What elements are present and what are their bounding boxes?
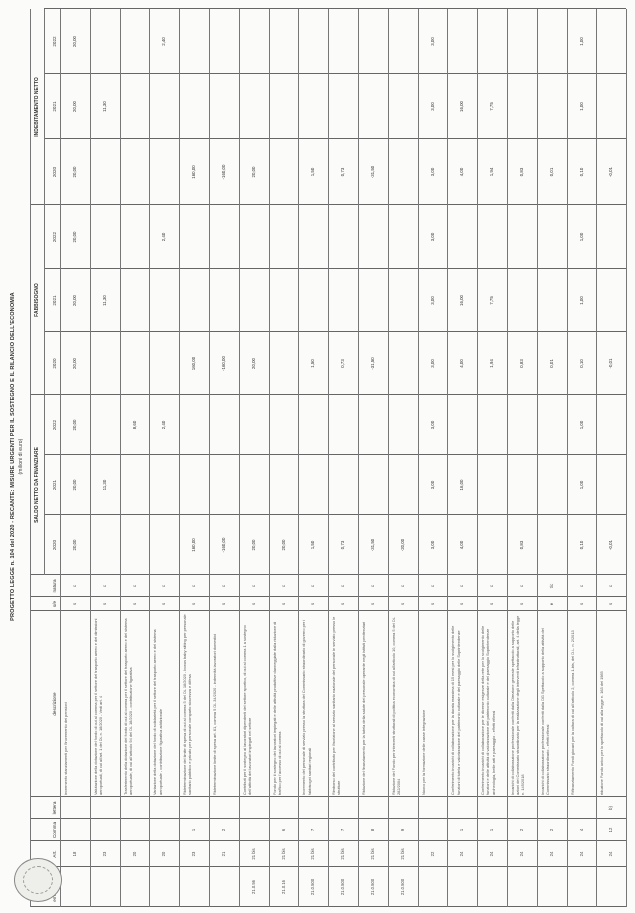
value-indeb-0: 4,00 (459, 167, 465, 177)
header-natura: natura (52, 579, 57, 593)
year-2022: 2022 (52, 231, 57, 243)
row-se: s (191, 602, 197, 606)
value-fabb-2: 20,00 (71, 231, 77, 243)
value-saldo-2: 20,00 (71, 419, 77, 431)
value-saldo-0: 20,00 (280, 539, 286, 551)
row-description: Riduzione del Fondo per interventi strutturali di politica economica di cui all'articolo 10, comma 5 del DL 282/2004 (390, 617, 401, 795)
value-indeb-0: 0,01 (548, 167, 554, 177)
row-comma: 6 (280, 828, 286, 832)
value-indeb-1: 11,30 (101, 101, 107, 112)
row-comma: 1 (459, 828, 465, 832)
value-fabb-0: 3,00 (429, 359, 435, 368)
value-indeb-0: 0,10 (578, 167, 584, 177)
row-natura: c (161, 584, 167, 588)
row-natura: c (489, 584, 495, 588)
value-fabb-0: 0,01 (548, 359, 554, 368)
row-emendamento: 21.0.500 (340, 878, 346, 896)
row-article: 21 bis (399, 848, 405, 860)
value-fabb-1: 3,00 (429, 296, 435, 305)
row-divider (388, 9, 389, 907)
value-saldo-0: 0,73 (340, 540, 346, 550)
row-article: 21 bis (369, 848, 375, 860)
value-fabb-0: 4,00 (459, 359, 465, 368)
value-saldo-0: -0,01 (608, 540, 614, 551)
column-divider (44, 331, 626, 332)
row-natura: c (518, 584, 524, 588)
row-se: s (399, 602, 405, 606)
row-divider (596, 9, 597, 907)
value-fabb-2: 3,00 (429, 232, 435, 242)
row-se: s (101, 602, 107, 606)
value-saldo-1: 16,00 (459, 479, 465, 491)
value-fabb-0: 0,10 (578, 359, 584, 368)
value-indeb-0: 1,50 (310, 167, 316, 177)
row-divider (298, 9, 299, 907)
row-description: Nuovo per la formazione delle casse integrazione (420, 709, 426, 795)
value-saldo-0: 3,00 (429, 540, 435, 550)
value-indeb-1: 3,00 (429, 102, 435, 111)
row-emendamento: 21.0.500 (399, 878, 405, 896)
value-saldo-0: 160,00 (191, 538, 197, 552)
row-natura: c (280, 584, 286, 588)
row-se: s (280, 602, 286, 606)
value-saldo-0: 1,50 (310, 540, 316, 550)
value-saldo-0: -160,00 (220, 537, 226, 553)
row-natura: c (250, 584, 256, 588)
row-natura: c (310, 584, 316, 588)
row-natura: c (369, 584, 375, 588)
row-description: Contributi per il sostegno ai lavoratori dipendenti del settore sportivo, di cui al comma 1 a sostegno dell'attività dei lavoratori impiegati nel settore (241, 625, 252, 795)
column-divider (44, 73, 626, 74)
year-2020: 2020 (52, 358, 57, 369)
row-description: riduzione Fondo unico per lo spettacolo di cui alla legge n. 163 del 1985 (599, 671, 605, 795)
value-saldo-1: 20,00 (71, 479, 77, 491)
row-divider (358, 9, 359, 907)
row-natura: c (340, 584, 346, 588)
row-divider (328, 9, 329, 907)
row-article: 24 (489, 851, 495, 857)
row-description: Incarichi di collaborazione professionale conferiti dalla Direzione generale spettacolo a supporto delle azioni del Commissario straordinario per la realizzazione degli interventi infrastrutturali, art. 4 della legge n. 145/2018 (510, 615, 526, 795)
group-fabbisogno: FABBISOGNO (34, 283, 40, 317)
header-divider (44, 9, 45, 575)
value-indeb-0: -0,01 (608, 167, 614, 178)
row-divider (626, 9, 627, 907)
row-divider (567, 9, 568, 907)
row-article: 24 (548, 851, 554, 857)
header-lettera: lettera (52, 801, 57, 815)
row-description: Incremento del personale di servizio presso la struttura del Commissario straordinario di governo per i fabbisogni sanitari regionali (301, 619, 312, 795)
row-divider (209, 9, 210, 907)
value-saldo-1: 3,00 (429, 480, 435, 490)
row-description: Rideterminazione limite di spesa art. 81, comma 5 DL 34/2020 - indennità lavoratori domestici (212, 633, 217, 795)
row-description: Rifinanziamento Fondi giovani per la cultura di cui all'articolo 2, comma 1-bis, del D.L. n. 2/2013 (569, 630, 575, 795)
column-divider (44, 268, 626, 269)
row-article: 20 (161, 851, 167, 857)
value-saldo-0: 20,00 (250, 539, 256, 551)
row-se: s (578, 602, 584, 606)
row-se: s (250, 602, 256, 606)
row-article: 22 (429, 851, 435, 857)
value-indeb-0: 20,00 (71, 166, 77, 178)
column-divider (44, 138, 626, 139)
row-natura: c (399, 584, 405, 588)
row-description: incremento stanziamenti per l'incremento dei pensioni (63, 702, 68, 795)
value-saldo-1: 11,30 (101, 479, 107, 491)
value-indeb-2: 2,40 (161, 37, 167, 46)
value-fabb-0: 0,73 (340, 359, 346, 368)
row-divider (447, 9, 448, 907)
row-comma: 8 (369, 828, 375, 832)
row-natura: c (578, 584, 584, 588)
row-divider (507, 9, 508, 907)
value-saldo-1: 1,00 (578, 480, 584, 490)
row-divider (418, 9, 419, 907)
value-indeb-0: 160,00 (191, 165, 197, 179)
row-description: Riduzione del finanziamento per la tutela della salute del personale operante negli istituti penitenziari (361, 621, 366, 795)
value-indeb-1: 16,00 (459, 101, 465, 112)
row-article: 21 bis (280, 848, 286, 860)
row-se: s (369, 602, 375, 606)
value-indeb-2: 20,00 (71, 36, 77, 47)
value-saldo-0: 0,10 (578, 540, 584, 550)
row-divider (149, 9, 150, 907)
document-title: PROGETTO LEGGE n. 104 del 2020 - RECANTE: MISURE URGENTI PER IL SOSTEGNO E IL RILANCIO DELL'ECONOMIA (10, 292, 16, 621)
row-article: 20 (131, 851, 137, 857)
row-article: 24 (578, 851, 584, 857)
row-se: s (310, 602, 316, 606)
value-saldo-0: -31,50 (369, 538, 375, 552)
year-2022: 2022 (52, 36, 57, 47)
value-fabb-0: 1,94 (489, 359, 495, 368)
group-saldo-netto: SALDO NETTO DA FINANZIARE (34, 447, 40, 523)
row-article: 24 (608, 851, 614, 857)
row-comma: 12 (608, 827, 614, 833)
row-natura: c (71, 584, 77, 588)
row-natura: c (220, 584, 226, 588)
year-2021: 2021 (52, 295, 57, 306)
row-comma: 7 (310, 828, 316, 832)
row-se: e (548, 602, 554, 606)
column-divider (44, 454, 626, 455)
value-saldo-0: 20,00 (71, 539, 77, 551)
row-description: Rideterminazione del limite di spesa di cui al comma 5 del DL 18/2020 - bonus baby sitting per personale sanitario pubblico e privato per personale comparto sicurezza e difesa (182, 614, 193, 795)
row-description: Conferimento incarichi di collaborazione per la durata massima di 15 mesi per lo svolgimento delle funzioni di tutela e valorizzazione del patrimonio culturale e del paesaggio delle Soprintendenze (450, 625, 461, 795)
header-divider (60, 9, 61, 907)
row-article: 18 (71, 851, 77, 857)
row-article: 21 bis (310, 848, 316, 860)
value-fabb-2: 1,00 (578, 232, 584, 242)
row-natura: t/c (548, 583, 554, 589)
value-saldo-0: 0,83 (518, 540, 524, 550)
value-saldo-2: 8,60 (131, 420, 137, 430)
row-se: s (518, 602, 524, 606)
header-se: s/e (52, 600, 57, 608)
row-emendamento: 21.0.500 (310, 878, 316, 896)
row-se: s (220, 602, 226, 606)
row-natura: c (459, 584, 465, 588)
row-comma: 2 (548, 828, 554, 832)
group-indebitamento: INDEBITAMENTO NETTO (34, 77, 40, 137)
value-indeb-0: 0,73 (340, 167, 346, 177)
row-natura: c (608, 584, 614, 588)
value-fabb-1: 16,00 (459, 295, 465, 306)
row-lettera: b) (608, 806, 614, 810)
row-se: s (489, 602, 495, 606)
value-fabb-1: 20,00 (71, 295, 77, 306)
value-indeb-1: 7,75 (489, 102, 495, 111)
row-divider (90, 9, 91, 907)
row-description: Fondo per il sostegno dei lavoratori impiegati e delle attività produttive danneggiate dalla riduzione di traffico per l'accesso di cui al comma (271, 621, 282, 795)
row-description: Trasferimento della dotazione del fondo di cui al comma per il settore del trasporto aereo e del sistema aeroportuale, di cui all'articolo 94 del DL 18/2020 - contribuzione figurativa (122, 618, 133, 795)
value-fabb-2: 2,40 (161, 232, 167, 242)
row-comma: 1 (191, 828, 197, 832)
row-article: 21 bis (340, 848, 346, 860)
row-article: 23 (101, 851, 107, 857)
value-fabb-0: -31,50 (369, 357, 375, 370)
row-se: s (608, 602, 614, 606)
value-indeb-0: 20,00 (250, 166, 256, 178)
row-divider (120, 9, 121, 907)
year-2020: 2020 (52, 166, 57, 178)
row-natura: c (429, 584, 435, 588)
value-indeb-2: 3,00 (429, 37, 435, 46)
row-divider (477, 9, 478, 907)
year-2021: 2021 (52, 101, 57, 112)
value-indeb-0: 3,00 (429, 167, 435, 177)
header-art: Art. (52, 850, 57, 858)
year-2022: 2022 (52, 419, 57, 431)
row-emendamento: 21.0.500 (369, 878, 375, 896)
row-se: s (459, 602, 465, 606)
row-description: Rimborso del contributo per l'iscrizione al servizio sanitario nazionale del personale in servizio presso le strutture (331, 616, 342, 795)
value-fabb-0: -160,00 (220, 356, 226, 371)
year-2020: 2020 (52, 539, 57, 551)
row-description: Incarichi di collaborazione professionale conferiti dalla DG Spettacolo a supporto della attività del Commissario straordinario - effetti riflessi (539, 628, 550, 795)
row-divider (269, 9, 270, 907)
row-natura: c (191, 584, 197, 588)
value-fabb-0: -0,01 (608, 358, 614, 369)
value-fabb-1: 11,30 (101, 295, 107, 306)
row-description: Variazione della dotazione del fondo di solidarietà per il settore del trasporto aereo e del sistema aeroportuale - contribuzione figurativa addizionale (152, 629, 163, 795)
row-article: 24 (518, 851, 524, 857)
row-se: s (340, 602, 346, 606)
value-saldo-0: -20,00 (399, 538, 405, 552)
header-comma: Comma (52, 821, 57, 839)
row-divider (179, 9, 180, 907)
estimates-table (30, 9, 626, 907)
row-description: Valutazione della dotazione del fondo di cui al comma per il settore del trasporto aereo e del dimissioni aeroportuali, di cui all'art. 1 del DL n. 18/2020 - Vedi art. 4 (92, 618, 103, 795)
value-fabb-1: 7,75 (489, 296, 495, 305)
value-fabb-0: 20,00 (250, 358, 256, 369)
row-article: 23 (191, 851, 197, 857)
row-comma: 2 (518, 828, 524, 832)
column-divider (44, 8, 626, 9)
value-indeb-0: -160,00 (220, 164, 226, 180)
value-indeb-2: 1,00 (578, 37, 584, 46)
value-saldo-0: 4,00 (459, 540, 465, 550)
row-comma: 7 (340, 828, 346, 832)
row-article: 24 (459, 851, 465, 857)
value-saldo-2: 3,00 (429, 420, 435, 430)
value-indeb-1: 20,00 (71, 101, 77, 112)
row-divider (239, 9, 240, 907)
header-descrizione: descrizione (52, 692, 57, 716)
row-divider (537, 9, 538, 907)
value-fabb-0: 0,83 (518, 359, 524, 368)
row-se: s (429, 602, 435, 606)
official-seal-stamp (14, 858, 62, 902)
row-comma: 9 (399, 828, 405, 832)
value-fabb-0: 20,00 (71, 358, 77, 369)
row-comma: 4 (578, 828, 584, 832)
value-fabb-0: 160,00 (191, 356, 197, 371)
row-natura: c (131, 584, 137, 588)
value-saldo-2: 1,00 (578, 420, 584, 430)
value-indeb-0: -31,50 (369, 165, 375, 179)
value-indeb-0: 1,94 (489, 167, 495, 177)
row-description: Conferimento incarichi di collaborazione per le diverse esigenze della rete per lo svolgimento delle funzioni e delle attività di valorizzazione del patrimonio culturale e del paesaggio Soprintendenze archeologia, belle arti e paesaggio - effetti riflessi (480, 625, 496, 795)
header-divider (30, 9, 31, 907)
value-fabb-1: 1,00 (578, 296, 584, 305)
value-indeb-1: 1,00 (578, 102, 584, 111)
row-comma: 2 (220, 828, 226, 832)
row-se: s (71, 602, 77, 606)
value-saldo-2: 2,40 (161, 420, 167, 430)
year-2021: 2021 (52, 479, 57, 491)
row-emendamento: 21.0.56 (250, 880, 256, 894)
row-emendamento: 21.0.16 (280, 880, 286, 894)
document-subtitle: (milioni di euro) (18, 438, 24, 475)
row-article: 21 (220, 851, 226, 857)
row-se: s (131, 602, 137, 606)
row-se: s (161, 602, 167, 606)
row-comma: 1 (489, 828, 495, 832)
value-fabb-0: 1,50 (310, 359, 316, 368)
column-divider (44, 514, 626, 515)
row-natura: c (101, 584, 107, 588)
row-article: 21 bis (250, 848, 256, 860)
value-indeb-0: 0,83 (518, 167, 524, 177)
